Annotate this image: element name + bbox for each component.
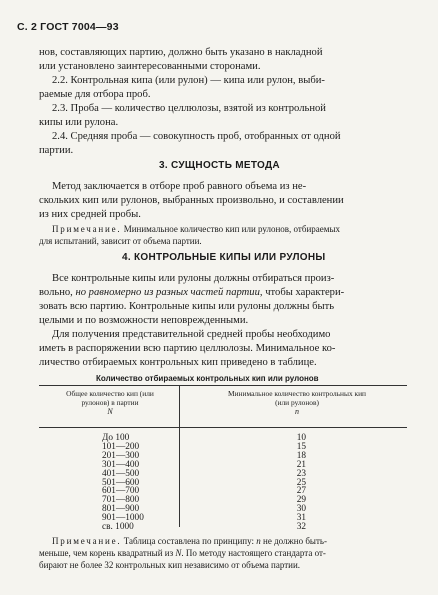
page-header: С. 2 ГОСТ 7004—93 [17, 21, 119, 33]
text-line: из них средней пробы. [39, 209, 141, 220]
note-line: Примечание. Таблица составлена по принципу: n не должно быть- [52, 536, 327, 546]
table-cell-minimum: 15 [296, 441, 306, 452]
table-cell-total: 601—700 [102, 486, 140, 497]
table-top-rule [39, 385, 407, 386]
table-column-divider [179, 427, 180, 527]
text-line: иметь в распоряжении всю партию целлюлозы. Минимальное ко- [39, 343, 336, 354]
table-cell-total: 101—200 [102, 441, 140, 452]
table-cell-minimum: 31 [296, 513, 306, 524]
table-caption: Количество отбираемых контрольных кип или рулонов [96, 374, 319, 383]
note-text: Минимальное количество кип или рулонов, отбираемых [121, 224, 340, 234]
table-cell-minimum: 23 [296, 468, 306, 479]
table-cell-total: св. 1000 [102, 522, 134, 532]
table-cell-total: 901—1000 [102, 513, 144, 524]
text-line: нов, составляющих партию, должно быть указано в накладной [39, 47, 323, 58]
table-cell-minimum: 27 [296, 486, 306, 497]
text-line: Для получения представительной средней пробы необходимо [52, 329, 331, 340]
text-line: 2.3. Проба — количество целлюлозы, взятой из контрольной [52, 103, 326, 114]
text-line: Все контрольные кипы или рулоны должны отбираться произ- [52, 273, 335, 284]
text-line: партии. [39, 145, 74, 156]
text-line: личество отбираемых контрольных кип приведено в таблице. [39, 357, 317, 368]
table-cell-total: 501—600 [102, 477, 140, 488]
note-line: для испытаний, зависит от объема партии. [39, 236, 202, 246]
text-line: скольких кип или рулонов, выбранных произвольно, и составлении [39, 195, 344, 206]
table-cell-minimum: 32 [296, 522, 306, 532]
column-symbol-n: n [295, 407, 299, 416]
note-label: Примечание. [52, 536, 122, 546]
italic-text: но равномерно из разных частей партии, [75, 287, 263, 298]
table-cell-minimum: 10 [296, 433, 306, 443]
table-cell-total: 301—400 [102, 459, 140, 470]
note-line: бирают не более 32 контрольных кип независимо от объема партии. [39, 560, 301, 570]
table-cell-minimum: 25 [296, 477, 306, 488]
note-label: Примечание. [52, 224, 122, 234]
text-line: Метод заключается в отборе проб равного объема из не- [52, 181, 307, 192]
table-cell-total: 701—800 [102, 495, 140, 506]
note-line: меньше, чем корень квадратный из N. По методу настоящего стандарта от- [39, 548, 326, 558]
table-column-divider [179, 385, 180, 427]
table-cell-total: 201—300 [102, 450, 140, 461]
column-header-minimum: Минимальное количество контрольных кип (или рулонов) [228, 389, 366, 407]
note-line [52, 223, 340, 235]
text-line: вольно, но равномерно из разных частей партии, чтобы характери- [39, 287, 345, 298]
table-header-rule [39, 427, 407, 428]
section-title: 3. СУЩНОСТЬ МЕТОДА [159, 160, 280, 171]
text-line: 2.2. Контрольная кипа (или рулон) — кипа или рулон, выби- [52, 75, 325, 86]
table-cell-total: 401—500 [102, 468, 140, 479]
table-cell-minimum: 29 [296, 495, 306, 506]
column-symbol-N: N [107, 407, 113, 416]
text-line: раемые для отбора проб. [39, 89, 151, 100]
text-line: кипы или рулона. [39, 117, 119, 128]
text-line: 2.4. Средняя проба — совокупность проб, отобранных от одной [52, 131, 341, 142]
text-line: целыми и по возможности неповрежденными. [39, 315, 249, 326]
table-cell-minimum: 18 [296, 450, 306, 461]
table-cell-total: До 100 [102, 433, 130, 443]
section-title: 4. КОНТРОЛЬНЫЕ КИПЫ ИЛИ РУЛОНЫ [122, 252, 326, 263]
column-header-total: Общее количество кип (или рулонов) в партии [66, 389, 154, 407]
text-line: зовать всю партию. Контрольные кипы или рулоны должны быть [39, 301, 335, 312]
table-cell-total: 801—900 [102, 504, 140, 515]
text-line: или установлено заинтересованными сторонами. [39, 61, 261, 72]
table-cell-minimum: 21 [296, 459, 306, 470]
table-cell-minimum: 30 [296, 504, 306, 515]
